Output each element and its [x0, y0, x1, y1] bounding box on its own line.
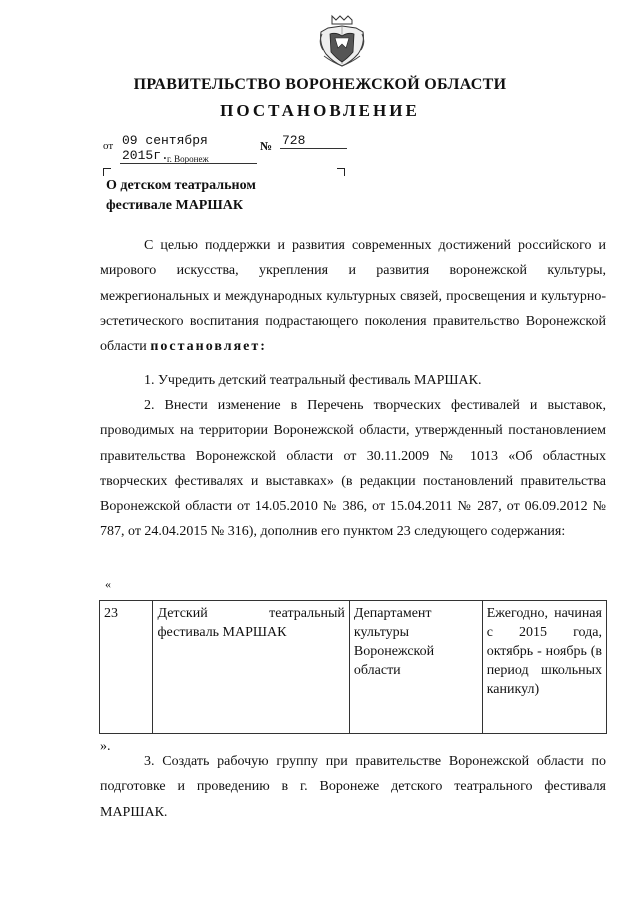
item-1-paragraph: 1. Учредить детский театральный фестиваль МАРШАК. [144, 373, 482, 388]
coat-of-arms-icon [318, 14, 366, 68]
document-subject [106, 176, 256, 216]
document-number: 728 [280, 133, 347, 149]
quote-open-mark: « [105, 577, 111, 591]
festival-name-line-1: Детский театральный [157, 606, 345, 621]
intro-action-word: постановляет: [150, 339, 267, 355]
date-prefix-label: от [103, 140, 114, 152]
department-cell: Департамент культуры Воронежской области [349, 601, 482, 734]
subject-line-2: фестивале МАРШАК [106, 198, 243, 213]
table-row [100, 601, 607, 734]
intro-text: С целью поддержки и развития современных достижений российского и мирового искусства, укрепления и развития воронежской культуры, межрегиональных и международных культурных связей, просвещения и культурно-эстетического воспитания подрастающего поколения правительство Воронежской области [100, 238, 606, 355]
number-label: № [260, 139, 273, 153]
document-city: г. Воронеж [167, 154, 209, 164]
item-2-paragraph: 2. Внести изменение в Перечень творческих фестивалей и выставок, проводимых на территории Воронежской области, утвержденный постановлением правительства Воронежской области от 30.11.2009 № 1013 «Об областных творческих фестивалях и выставках» (в редакции постановлений правительства Воронежской области от 14.05.2010 № 386, от 15.04.2011 № 287, от 06.09.2012 № 787, от 24.04.2015 № 316), дополнив его пунктом 23 следующего содержания: [100, 398, 606, 540]
period-cell: Ежегодно, начиная с 2015 года, октябрь - ноябрь (в период школьных каникул) [482, 601, 606, 734]
item-3-paragraph: 3. Создать рабочую группу при правительстве Воронежской области по подготовке и проведению в г. Воронеже детского театрального фестиваля МАРШАК. [100, 754, 606, 820]
row-number-cell: 23 [100, 601, 153, 734]
document-date: 09 сентября 2015г. [120, 133, 257, 164]
quote-close-mark: ». [100, 739, 111, 754]
intro-paragraph [100, 233, 606, 359]
subject-corner-right [337, 168, 345, 176]
document-type-title: ПОСТАНОВЛЕНИЕ [220, 101, 420, 120]
organization-title: ПРАВИТЕЛЬСТВО ВОРОНЕЖСКОЙ ОБЛАСТИ [133, 76, 507, 93]
subject-corner-left [103, 168, 111, 176]
subject-line-1: О детском театральном [106, 178, 256, 193]
festival-name-cell [153, 601, 349, 734]
festival-table [99, 600, 607, 734]
festival-name-line-2: фестиваль МАРШАК [157, 625, 287, 640]
